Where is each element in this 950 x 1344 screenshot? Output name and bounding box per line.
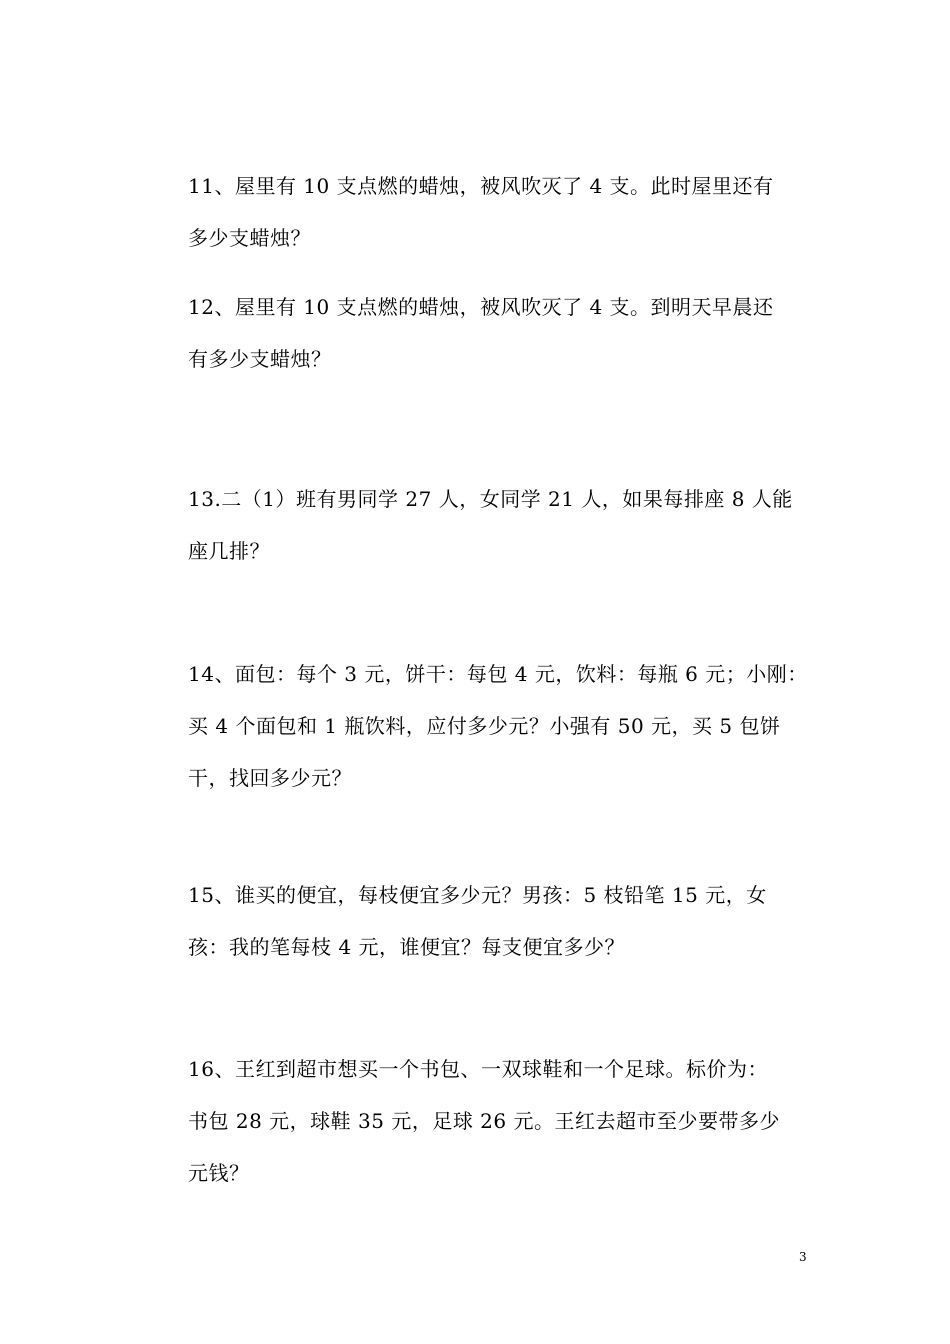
question-14-line-1: 14、面包：每个 3 元，饼干：每包 4 元，饮料：每瓶 6 元；小刚：: [188, 662, 808, 686]
question-14-line-2: 买 4 个面包和 1 瓶饮料，应付多少元？小强有 50 元，买 5 包饼: [188, 714, 781, 738]
question-11-line-2: 多少支蜡烛？: [188, 226, 311, 250]
question-12-line-2: 有多少支蜡烛？: [188, 347, 332, 371]
question-13-line-2: 座几排？: [188, 539, 270, 563]
question-15-line-2: 孩：我的笔每枝 4 元，谁便宜？每支便宜多少？: [188, 935, 625, 959]
question-16-line-1: 16、王红到超市想买一个书包、一双球鞋和一个足球。标价为：: [188, 1057, 768, 1081]
page-number: 3: [799, 1250, 807, 1264]
question-16-line-2: 书包 28 元，球鞋 35 元，足球 26 元。王红去超市至少要带多少: [188, 1109, 780, 1133]
question-15-line-1: 15、谁买的便宜，每枝便宜多少元？男孩：5 枝铅笔 15 元，女: [188, 883, 767, 907]
question-16-line-3: 元钱？: [188, 1161, 250, 1185]
question-13-line-1: 13.二（1）班有男同学 27 人，女同学 21 人，如果每排座 8 人能: [188, 487, 793, 511]
question-14-line-3: 干，找回多少元？: [188, 766, 352, 790]
question-11-line-1: 11、屋里有 10 支点燃的蜡烛，被风吹灭了 4 支。此时屋里还有: [188, 174, 774, 198]
question-12-line-1: 12、屋里有 10 支点燃的蜡烛，被风吹灭了 4 支。到明天早晨还: [188, 295, 774, 319]
